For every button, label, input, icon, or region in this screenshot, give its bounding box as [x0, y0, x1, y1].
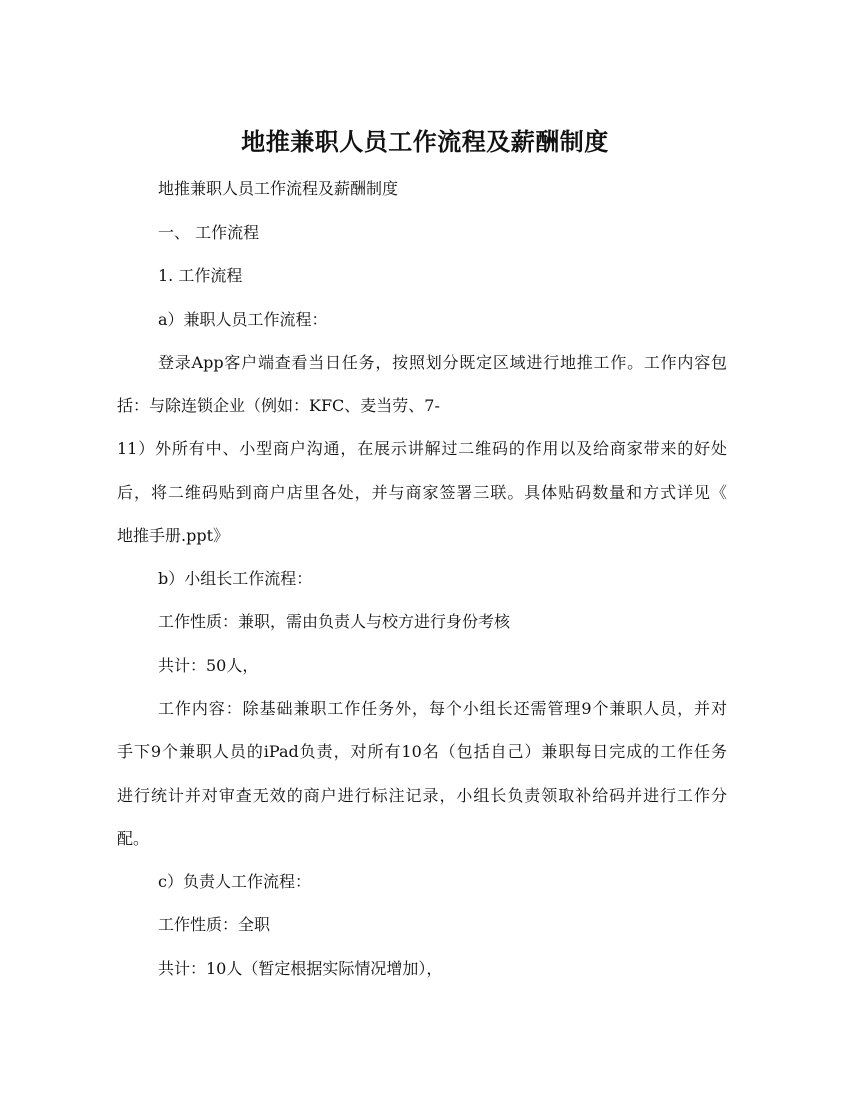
subsection-heading: 1. 工作流程	[158, 266, 243, 285]
paragraph-line: 工作性质：兼职，需由负责人与校方进行身份考核	[158, 612, 511, 631]
paragraph-line: 登录App客户端查看当日任务，按照划分既定区域进行地推工作。工作内容包	[158, 353, 727, 372]
paragraph-line: 地推手册.ppt》	[117, 526, 230, 545]
document-title: 地推兼职人员工作流程及薪酬制度	[241, 127, 609, 156]
paragraph-line: 11）外所有中、小型商户沟通，在展示讲解过二维码的作用以及给商家带来的好处	[117, 439, 727, 458]
paragraph-line: 括：与除连锁企业（例如：KFC、麦当劳、7-	[117, 396, 440, 415]
paragraph-line: 进行统计并对审查无效的商户进行标注记录，小组长负责领取补给码并进行工作分	[117, 786, 727, 805]
item-heading-a: a）兼职人员工作流程：	[158, 310, 328, 329]
item-heading-c: c）负责人工作流程：	[158, 872, 311, 891]
paragraph-line: 共计：50人，	[158, 656, 259, 675]
section-heading: 一、 工作流程	[158, 223, 260, 242]
paragraph-line: 工作内容：除基础兼职工作任务外，每个小组长还需管理9个兼职人员，并对	[158, 699, 727, 718]
paragraph-line: 手下9个兼职人员的iPad负责，对所有10名（包括自己）兼职每日完成的工作任务	[117, 742, 727, 761]
paragraph-line: 后，将二维码贴到商户店里各处，并与商家签署三联。具体贴码数量和方式详见《	[117, 483, 727, 502]
paragraph-line: 配。	[117, 829, 150, 848]
item-heading-b: b）小组长工作流程：	[158, 569, 313, 588]
paragraph-line: 工作性质：全职	[158, 915, 271, 934]
subtitle-line: 地推兼职人员工作流程及薪酬制度	[158, 179, 399, 198]
paragraph-line: 共计：10人（暂定根据实际情况增加），	[158, 959, 443, 978]
